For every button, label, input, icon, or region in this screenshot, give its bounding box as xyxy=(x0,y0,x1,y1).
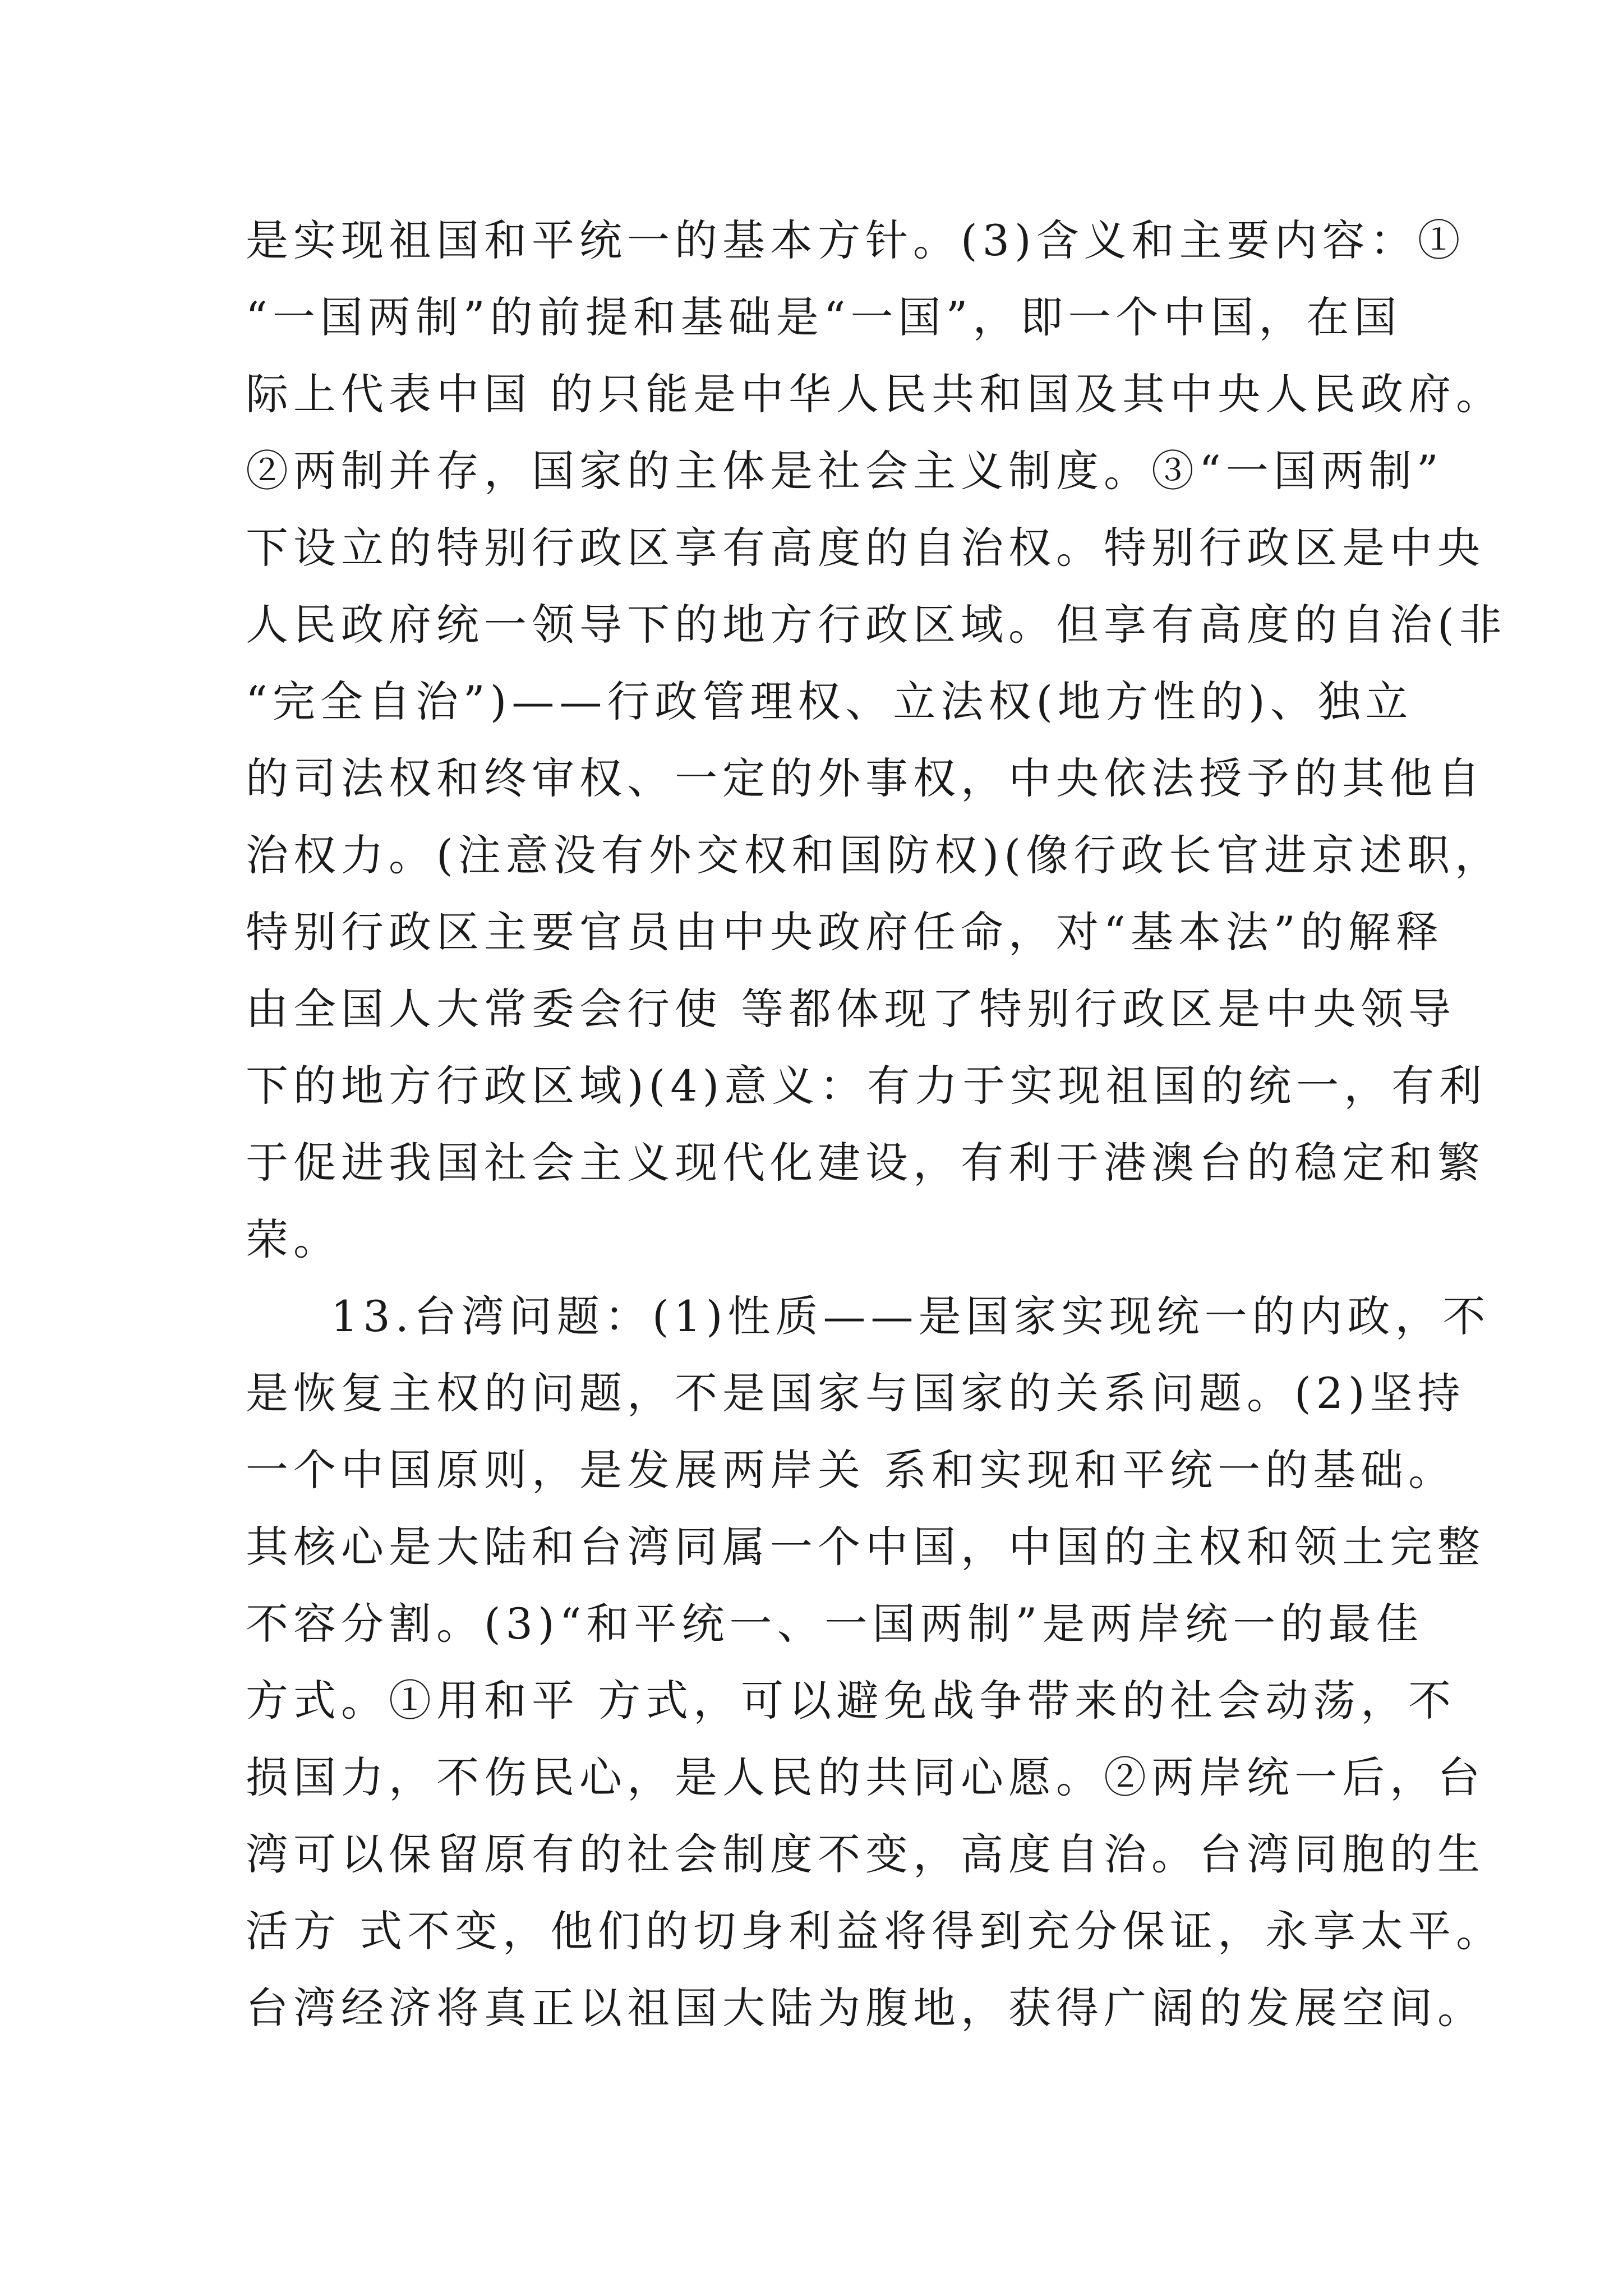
text-line: 是实现祖国和平统一的基本方针。(3)含义和主要内容：① xyxy=(246,215,1465,265)
text-line: 方式。①用和平 方式，可以避免战争带来的社会动荡，不 xyxy=(246,1676,1456,1726)
text-line: 损国力，不伤民心，是人民的共同心愿。②两岸统一后，台 xyxy=(246,1752,1485,1802)
body-text xyxy=(246,202,1507,2046)
text-line: “一国两制”的前提和基础是“一国”，即一个中国，在国 xyxy=(246,292,1402,342)
text-line: 一个中国原则，是发展两岸关 系和实现和平统一的基础。 xyxy=(246,1445,1456,1495)
text-line: 治权力。(注意没有外交权和国防权)(像行政长官进京述职， xyxy=(246,830,1502,880)
text-line: 下设立的特别行政区享有高度的自治权。特别行政区是中央 xyxy=(246,523,1485,573)
text-line: 台湾经济将真正以祖国大陆为腹地，获得广阔的发展空间。 xyxy=(246,1983,1485,2033)
text-line: 荣。 xyxy=(246,1214,341,1264)
section-heading-line: 13.台湾问题：(1)性质——是国家实现统一的内政，不 xyxy=(331,1291,1491,1341)
text-line: ②两制并存，国家的主体是社会主义制度。③“一国两制” xyxy=(246,446,1444,496)
text-line: 于促进我国社会主义现代化建设，有利于港澳台的稳定和繁 xyxy=(246,1138,1485,1188)
text-line: “完全自治”)——行政管理权、立法权(地方性的)、独立 xyxy=(246,677,1413,726)
text-line: 湾可以保留原有的社会制度不变，高度自治。台湾同胞的生 xyxy=(246,1829,1485,1879)
text-line: 由全国人大常委会行使 等都体现了特别行政区是中央领导 xyxy=(246,984,1456,1034)
text-line: 是恢复主权的问题，不是国家与国家的关系问题。(2)坚持 xyxy=(246,1368,1465,1418)
text-line: 特别行政区主要官员由中央政府任命，对“基本法”的解释 xyxy=(246,907,1444,957)
text-line: 人民政府统一领导下的地方行政区域。但享有高度的自治(非 xyxy=(246,600,1507,650)
text-line: 的司法权和终审权、一定的外事权，中央依法授予的其他自 xyxy=(246,753,1485,803)
text-line: 活方 式不变，他们的切身利益将得到充分保证，永享太平。 xyxy=(246,1906,1504,1956)
text-line: 其核心是大陆和台湾同属一个中国，中国的主权和领土完整 xyxy=(246,1522,1485,1572)
text-line: 不容分割。(3)“和平统一、一国两制”是两岸统一的最佳 xyxy=(246,1599,1424,1649)
text-line: 际上代表中国 的只能是中华人民共和国及其中央人民政府。 xyxy=(246,369,1504,419)
text-line: 下的地方行政区域)(4)意义：有力于实现祖国的统一，有利 xyxy=(246,1061,1487,1111)
